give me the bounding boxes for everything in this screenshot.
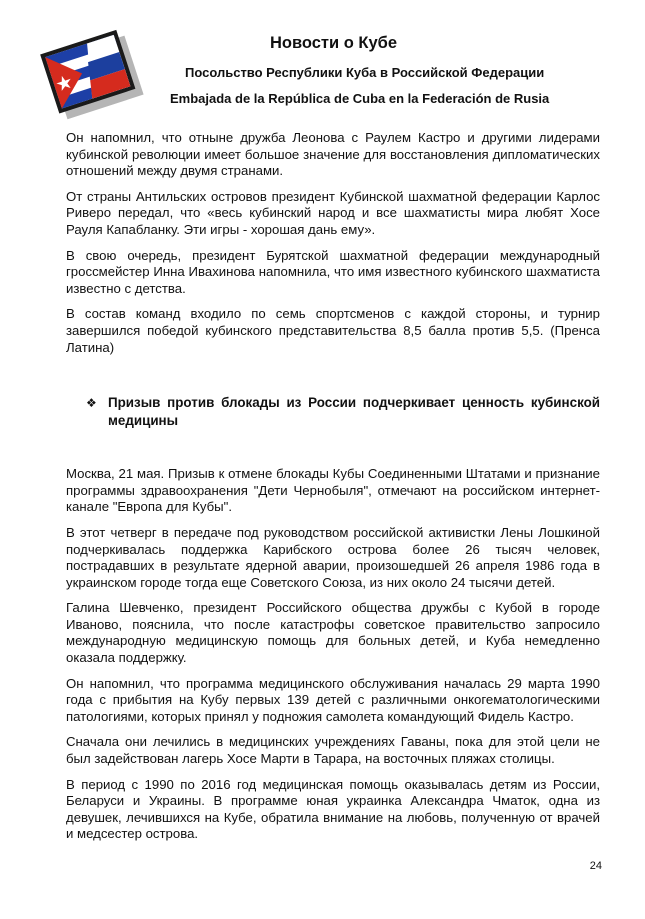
- paragraph: В период с 1990 по 2016 год медицинская помощь оказывалась детям из России, Беларуси и Украины. В программе юная украинка Александра Чматок, одна из девушек, лечившихся на Кубе, обратила внимание на любовь, полученную от врачей и медсестер острова.: [66, 776, 600, 842]
- section-heading-text: Призыв против блокады из России подчеркивает ценность кубинской медицины: [108, 395, 600, 429]
- diamond-bullet-icon: ❖: [86, 396, 97, 411]
- page-number: 24: [589, 860, 602, 872]
- article-body: [66, 130, 600, 852]
- paragraph: Сначала они лечились в медицинских учреждениях Гаваны, пока для этой цели не был задействован лагерь Хосе Марти в Тарара, на восточных пляжах столицы.: [66, 734, 600, 767]
- paragraph: Он напомнил, что отныне дружба Леонова с Раулем Кастро и другими лидерами кубинской революции имеет большое значение для восстановления дипломатических отношений между двумя странами.: [66, 130, 600, 179]
- paragraph: От страны Антильских островов президент Кубинской шахматной федерации Карлос Риверо передал, что «весь кубинский народ и все шахматисты мира любят Хосе Рауля Капабланку. Эти игры - хорошая дань ему».: [66, 188, 600, 237]
- paragraph: Он напомнил, что программа медицинского обслуживания началась 29 марта 1990 года с прибытия на Кубу первых 139 детей с различными онкогематологическими патологиями, которых принял у подножия самолета командующий Фидель Кастро.: [66, 675, 600, 724]
- paragraph: Москва, 21 мая. Призыв к отмене блокады Кубы Соединенными Штатами и признание программы здравоохранения "Дети Чернобыля", отмечают на российском интернет-канале "Европа для Кубы".: [66, 466, 600, 515]
- newsletter-title: Новости о Кубе: [269, 34, 398, 52]
- embassy-name-spanish: Embajada de la República de Cuba en la Federación de Rusia: [170, 91, 550, 106]
- paragraph: В свою очередь, президент Бурятской шахматной федерации международный гроссмейстер Инна Ивахинова напомнила, что имя известного кубинского шахматиста известно с детства.: [66, 247, 600, 296]
- section-heading: [86, 394, 600, 430]
- paragraph: Галина Шевченко, президент Российского общества дружбы с Кубой в городе Иваново, пояснила, что после катастрофы советское правительство запросило международную медицинскую помощь для больных детей, и Куба немедленно оказала поддержку.: [66, 600, 600, 666]
- paragraph: В этот четверг в передаче под руководством российской активистки Лены Лошкиной подчеркивалась поддержка Карибского острова более 26 тысяч человек, пострадавших в результате ядерной аварии, произошедшей 26 апреля 1986 года в украинском городе тогда еще Советского Союза, из них около 24 тысячи детей.: [66, 524, 600, 590]
- embassy-name-russian: Посольство Республики Куба в Российской Федерации: [185, 65, 545, 80]
- paragraph: В состав команд входило по семь спортсменов с каждой стороны, и турнир завершился победой кубинского представительства 8,5 балла против 5,5. (Пренса Латина): [66, 306, 600, 355]
